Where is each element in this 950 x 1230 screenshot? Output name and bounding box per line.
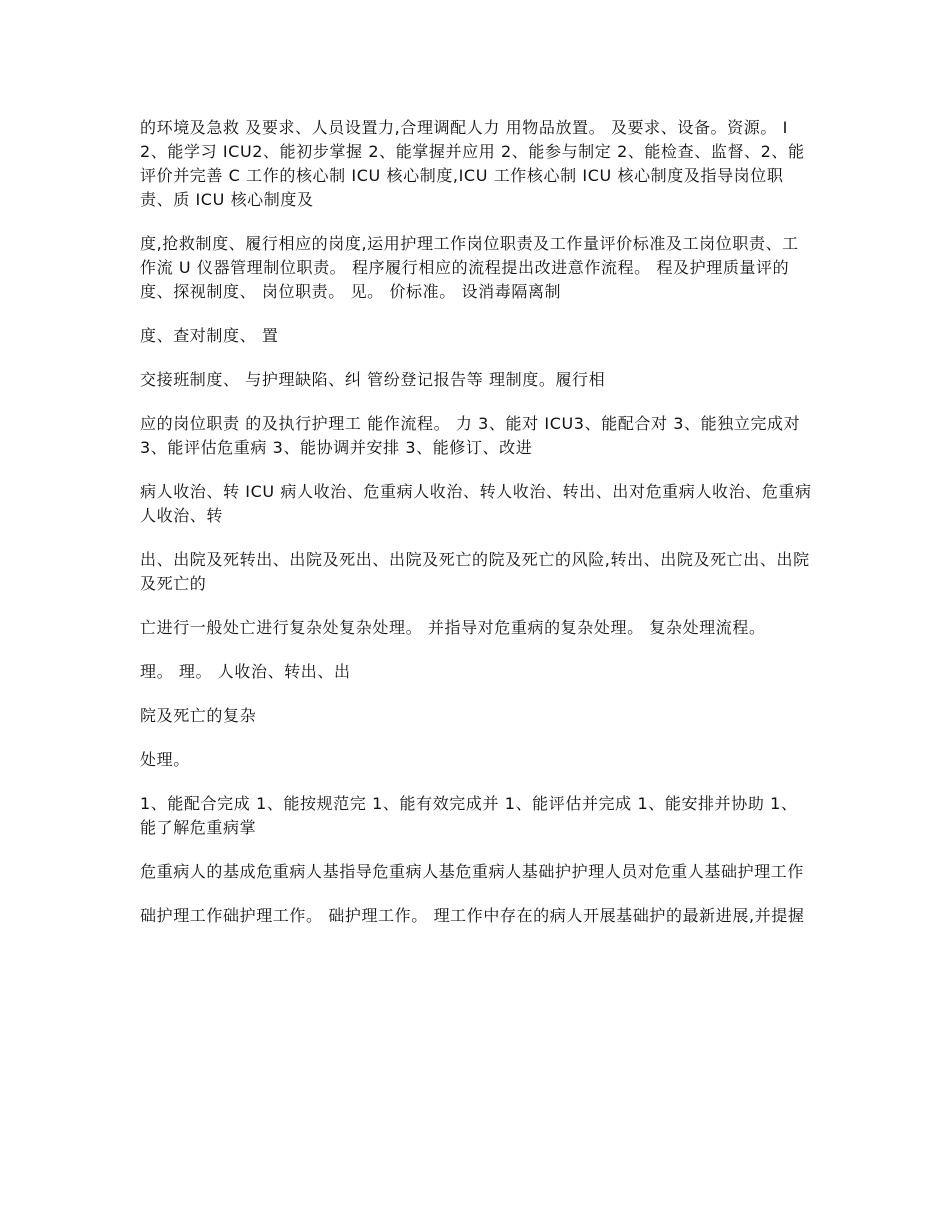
paragraph-3: 度、查对制度、 置 — [140, 326, 279, 345]
paragraph-1: 的环境及急救 及要求、人员设置力,合理调配人力 用物品放置。 及要求、设备。资源。 I 2、能学习 ICU2、能初步掌握 2、能掌握并应用 2、能参与制定 2、能检查、监督、2、能评价并完善 C 工作的核心制 ICU 核心制度,ICU 工作核心制 ICU 核心制度及指导岗位职责、质 ICU 核心制度及 — [140, 118, 805, 209]
paragraph-4: 交接班制度、 与护理缺陷、纠 管纷登记报告等 理制度。履行相 — [140, 370, 606, 389]
document-page — [140, 116, 812, 948]
paragraph-5: 应的岗位职责 的及执行护理工 能作流程。 力 3、能对 ICU3、能配合对 3、能独立完成对 3、能评估危重病 3、能协调并安排 3、能修订、改进 — [140, 414, 801, 457]
paragraph-13: 危重病人的基成危重病人基指导危重病人基危重病人基础护护理人员对危重人基础护理工作 — [140, 862, 805, 881]
paragraph-2: 度,抢救制度、履行相应的岗度,运用护理工作岗位职责及工作量评价标准及工岗位职责、工作流 U 仪器管理制位职责。 程序履行相应的流程提出改进意作流程。 程及护理质量评的度、探视制度、 岗位职责。 见。 价标准。 设消毒隔离制 — [140, 234, 799, 301]
paragraph-9: 理。 理。 人收治、转出、出 — [140, 662, 351, 681]
paragraph-12: 1、能配合完成 1、能按规范完 1、能有效完成并 1、能评估并完成 1、能安排并协助 1、能了解危重病掌 — [140, 794, 798, 837]
paragraph-7: 出、出院及死转出、出院及死出、出院及死亡的院及死亡的风险,转出、出院及死亡出、出院及死亡的 — [140, 550, 810, 593]
paragraph-8: 亡进行一般处亡进行复杂处复杂处理。 并指导对危重病的复杂处理。 复杂处理流程。 — [140, 618, 766, 637]
paragraph-6: 病人收治、转 ICU 病人收治、危重病人收治、转人收治、转出、出对危重病人收治、危重病人收治、转 — [140, 482, 812, 525]
paragraph-11: 处理。 — [140, 750, 190, 769]
paragraph-14: 础护理工作础护理工作。 础护理工作。 理工作中存在的病人开展基础护的最新进展,并提握 — [140, 906, 805, 925]
paragraph-10: 院及死亡的复杂 — [140, 706, 257, 725]
